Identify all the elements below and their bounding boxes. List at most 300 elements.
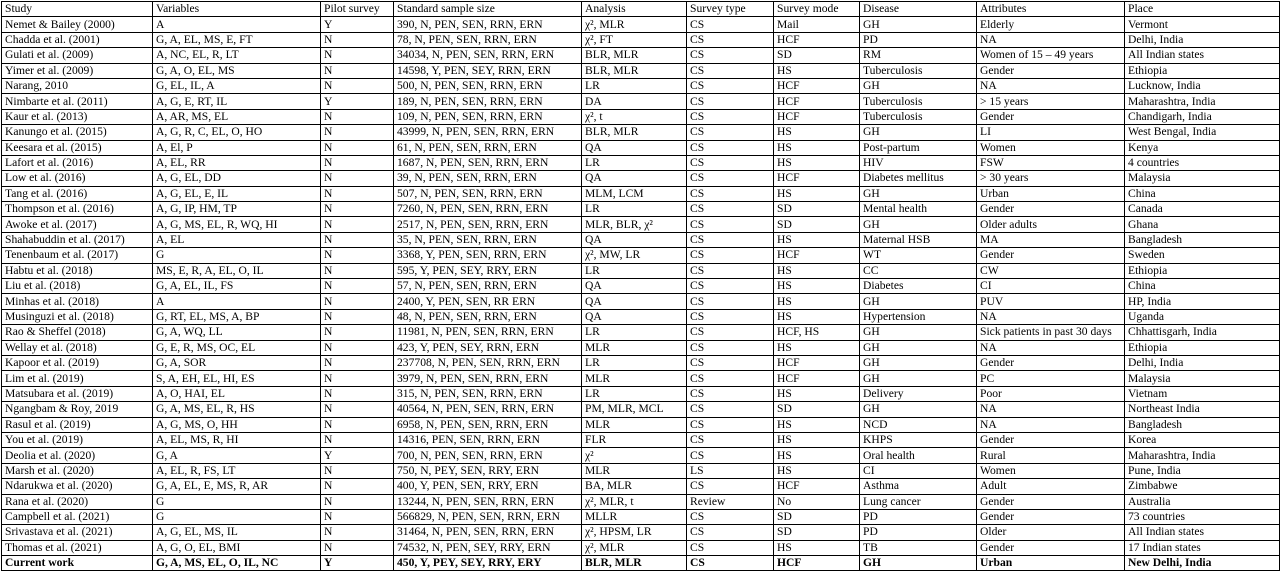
sample-size-cell: 2400, Y, PEN, SEN, RR ERN — [394, 294, 582, 309]
current-sample-size-cell: 450, Y, PEY, SEY, RRY, ERY — [394, 556, 582, 571]
study-cell: Musinguzi et al. (2018) — [2, 309, 153, 324]
variables-cell: A, AR, MS, EL — [153, 109, 321, 124]
variables-cell: G — [153, 248, 321, 263]
study-cell: Kaur et al. (2013) — [2, 109, 153, 124]
disease-cell: Hypertension — [860, 309, 977, 324]
survey-type-cell: CS — [687, 279, 774, 294]
study-cell: Keesara et al. (2015) — [2, 140, 153, 155]
survey-type-cell: LS — [687, 463, 774, 478]
pilot-survey-cell: N — [321, 140, 394, 155]
variables-cell: A, EL — [153, 232, 321, 247]
survey-type-cell: CS — [687, 125, 774, 140]
table-row — [2, 448, 1280, 463]
attributes-cell: Older adults — [977, 217, 1125, 232]
table-row — [2, 263, 1280, 278]
pilot-survey-cell: Y — [321, 94, 394, 109]
survey-type-cell: CS — [687, 294, 774, 309]
disease-cell: PD — [860, 32, 977, 47]
variables-cell: G, A, EL, IL, FS — [153, 279, 321, 294]
variables-cell: A, G, R, C, EL, O, HO — [153, 125, 321, 140]
attributes-cell: NA — [977, 340, 1125, 355]
pilot-survey-cell: N — [321, 386, 394, 401]
table-row — [2, 432, 1280, 447]
variables-cell: G, A, MS, EL, R, HS — [153, 402, 321, 417]
pilot-survey-cell: N — [321, 125, 394, 140]
attributes-cell: Urban — [977, 186, 1125, 201]
pilot-survey-cell: N — [321, 248, 394, 263]
study-cell: Liu et al. (2018) — [2, 279, 153, 294]
place-cell: Ethiopia — [1125, 63, 1280, 78]
disease-cell: GH — [860, 78, 977, 93]
disease-cell: PD — [860, 525, 977, 540]
current-attributes-cell: Urban — [977, 556, 1125, 571]
study-cell: Low et al. (2016) — [2, 171, 153, 186]
variables-cell: G, A, SOR — [153, 355, 321, 370]
variables-cell: G, A — [153, 448, 321, 463]
sample-size-cell: 595, Y, PEN, SEY, RRY, ERN — [394, 263, 582, 278]
disease-cell: Mental health — [860, 202, 977, 217]
disease-cell: Diabetes — [860, 279, 977, 294]
attributes-cell: Elderly — [977, 17, 1125, 32]
study-cell: Campbell et al. (2021) — [2, 509, 153, 524]
disease-cell: CI — [860, 463, 977, 478]
sample-size-cell: 400, Y, PEN, SEN, RRY, ERN — [394, 479, 582, 494]
pilot-survey-cell: N — [321, 340, 394, 355]
survey-type-cell: CS — [687, 186, 774, 201]
survey-mode-cell: HS — [774, 309, 860, 324]
disease-cell: GH — [860, 217, 977, 232]
survey-type-cell: CS — [687, 525, 774, 540]
pilot-survey-cell: N — [321, 494, 394, 509]
sample-size-cell: 14316, PEN, SEN, RRN, ERN — [394, 432, 582, 447]
sample-size-cell: 31464, N, PEN, SEN, RRN, ERN — [394, 525, 582, 540]
pilot-survey-cell: N — [321, 479, 394, 494]
survey-type-cell: CS — [687, 140, 774, 155]
header-variables: Variables — [153, 2, 321, 17]
table-row — [2, 309, 1280, 324]
disease-cell: KHPS — [860, 432, 977, 447]
variables-cell: A, EL, RR — [153, 155, 321, 170]
place-cell: Chhattisgarh, India — [1125, 325, 1280, 340]
study-cell: Wellay et al. (2018) — [2, 340, 153, 355]
sample-size-cell: 109, N, PEN, SEN, RRN, ERN — [394, 109, 582, 124]
variables-cell: A, G, MS, O, HH — [153, 417, 321, 432]
disease-cell: Oral health — [860, 448, 977, 463]
current-pilot-survey-cell: Y — [321, 556, 394, 571]
attributes-cell: LI — [977, 125, 1125, 140]
place-cell: Ghana — [1125, 217, 1280, 232]
sample-size-cell: 423, Y, PEN, SEY, RRN, ERN — [394, 340, 582, 355]
place-cell: Uganda — [1125, 309, 1280, 324]
attributes-cell: Gender — [977, 540, 1125, 555]
pilot-survey-cell: N — [321, 155, 394, 170]
header-study: Study — [2, 2, 153, 17]
table-row — [2, 479, 1280, 494]
analysis-cell: BLR, MLR — [582, 63, 687, 78]
place-cell: Vietnam — [1125, 386, 1280, 401]
analysis-cell: χ², MW, LR — [582, 248, 687, 263]
study-cell: Kapoor et al. (2019) — [2, 355, 153, 370]
header-standard-sample-size: Standard sample size — [394, 2, 582, 17]
analysis-cell: χ², MLR, t — [582, 494, 687, 509]
analysis-cell: LR — [582, 263, 687, 278]
attributes-cell: MA — [977, 232, 1125, 247]
disease-cell: Lung cancer — [860, 494, 977, 509]
attributes-cell: PUV — [977, 294, 1125, 309]
disease-cell: GH — [860, 125, 977, 140]
variables-cell: MS, E, R, A, EL, O, IL — [153, 263, 321, 278]
analysis-cell: MLR, BLR, χ² — [582, 217, 687, 232]
survey-mode-cell: HCF — [774, 109, 860, 124]
sample-size-cell: 11981, N, PEN, SEN, RRN, ERN — [394, 325, 582, 340]
place-cell: Bangladesh — [1125, 417, 1280, 432]
survey-mode-cell: SD — [774, 217, 860, 232]
sample-size-cell: 566829, N, PEN, SEN, RRN, ERN — [394, 509, 582, 524]
table-body — [2, 17, 1280, 556]
disease-cell: GH — [860, 402, 977, 417]
attributes-cell: FSW — [977, 155, 1125, 170]
survey-type-cell: CS — [687, 509, 774, 524]
disease-cell: HIV — [860, 155, 977, 170]
table-row — [2, 17, 1280, 32]
survey-type-cell: CS — [687, 202, 774, 217]
study-cell: Thomas et al. (2021) — [2, 540, 153, 555]
current-study-cell: Current work — [2, 556, 153, 571]
survey-type-cell: CS — [687, 540, 774, 555]
disease-cell: GH — [860, 186, 977, 201]
attributes-cell: Gender — [977, 202, 1125, 217]
attributes-cell: Gender — [977, 63, 1125, 78]
place-cell: Vermont — [1125, 17, 1280, 32]
variables-cell: A, G, EL, MS, IL — [153, 525, 321, 540]
survey-mode-cell: HS — [774, 232, 860, 247]
analysis-cell: QA — [582, 309, 687, 324]
survey-mode-cell: HS — [774, 155, 860, 170]
analysis-cell: MLLR — [582, 509, 687, 524]
pilot-survey-cell: N — [321, 509, 394, 524]
current-work-row — [2, 556, 1280, 571]
place-cell: Kenya — [1125, 140, 1280, 155]
table-row — [2, 63, 1280, 78]
variables-cell: S, A, EH, EL, HI, ES — [153, 371, 321, 386]
survey-mode-cell: HCF — [774, 32, 860, 47]
header-disease: Disease — [860, 2, 977, 17]
pilot-survey-cell: N — [321, 279, 394, 294]
analysis-cell: χ² — [582, 448, 687, 463]
analysis-cell: QA — [582, 232, 687, 247]
attributes-cell: Sick patients in past 30 days — [977, 325, 1125, 340]
literature-comparison-table — [1, 1, 1280, 571]
study-cell: Marsh et al. (2020) — [2, 463, 153, 478]
pilot-survey-cell: Y — [321, 17, 394, 32]
pilot-survey-cell: N — [321, 78, 394, 93]
survey-type-cell: CS — [687, 17, 774, 32]
sample-size-cell: 3368, Y, PEN, SEN, RRN, ERN — [394, 248, 582, 263]
pilot-survey-cell: N — [321, 232, 394, 247]
analysis-cell: LR — [582, 155, 687, 170]
variables-cell: G, RT, EL, MS, A, BP — [153, 309, 321, 324]
survey-type-cell: CS — [687, 386, 774, 401]
study-cell: Habtu et al. (2018) — [2, 263, 153, 278]
study-cell: Gulati et al. (2009) — [2, 48, 153, 63]
current-variables-cell: G, A, MS, EL, O, IL, NC — [153, 556, 321, 571]
disease-cell: Maternal HSB — [860, 232, 977, 247]
survey-mode-cell: HCF — [774, 171, 860, 186]
attributes-cell: NA — [977, 78, 1125, 93]
variables-cell: A, EL, R, FS, LT — [153, 463, 321, 478]
survey-mode-cell: Mail — [774, 17, 860, 32]
header-place: Place — [1125, 2, 1280, 17]
disease-cell: PD — [860, 509, 977, 524]
disease-cell: Diabetes mellitus — [860, 171, 977, 186]
place-cell: 17 Indian states — [1125, 540, 1280, 555]
place-cell: Delhi, India — [1125, 355, 1280, 370]
variables-cell: A, EL, MS, R, HI — [153, 432, 321, 447]
survey-type-cell: CS — [687, 325, 774, 340]
survey-mode-cell: HS — [774, 340, 860, 355]
survey-mode-cell: HCF — [774, 355, 860, 370]
survey-mode-cell: SD — [774, 525, 860, 540]
table-row — [2, 48, 1280, 63]
place-cell: Canada — [1125, 202, 1280, 217]
attributes-cell: CI — [977, 279, 1125, 294]
survey-mode-cell: HS — [774, 186, 860, 201]
analysis-cell: QA — [582, 140, 687, 155]
header-survey-mode: Survey mode — [774, 2, 860, 17]
attributes-cell: NA — [977, 309, 1125, 324]
study-cell: Narang, 2010 — [2, 78, 153, 93]
sample-size-cell: 13244, N, PEN, SEN, RRN, ERN — [394, 494, 582, 509]
disease-cell: RM — [860, 48, 977, 63]
place-cell: HP, India — [1125, 294, 1280, 309]
pilot-survey-cell: N — [321, 371, 394, 386]
variables-cell: G, A, O, EL, MS — [153, 63, 321, 78]
survey-mode-cell: HS — [774, 463, 860, 478]
current-survey-type-cell: CS — [687, 556, 774, 571]
pilot-survey-cell: N — [321, 540, 394, 555]
analysis-cell: BLR, MLR — [582, 125, 687, 140]
place-cell: China — [1125, 279, 1280, 294]
disease-cell: Tuberculosis — [860, 94, 977, 109]
survey-type-cell: CS — [687, 432, 774, 447]
attributes-cell: Gender — [977, 109, 1125, 124]
pilot-survey-cell: N — [321, 325, 394, 340]
header-row — [2, 2, 1280, 17]
sample-size-cell: 40564, N, PEN, SEN, RRN, ERN — [394, 402, 582, 417]
study-cell: You et al. (2019) — [2, 432, 153, 447]
pilot-survey-cell: N — [321, 463, 394, 478]
survey-type-cell: CS — [687, 217, 774, 232]
attributes-cell: PC — [977, 371, 1125, 386]
survey-type-cell: CS — [687, 402, 774, 417]
attributes-cell: Gender — [977, 248, 1125, 263]
pilot-survey-cell: N — [321, 294, 394, 309]
analysis-cell: LR — [582, 202, 687, 217]
survey-type-cell: CS — [687, 371, 774, 386]
pilot-survey-cell: N — [321, 217, 394, 232]
table-row — [2, 202, 1280, 217]
table-row — [2, 417, 1280, 432]
table-row — [2, 279, 1280, 294]
attributes-cell: Gender — [977, 355, 1125, 370]
place-cell: Bangladesh — [1125, 232, 1280, 247]
study-cell: Lafort et al. (2016) — [2, 155, 153, 170]
analysis-cell: χ², FT — [582, 32, 687, 47]
attributes-cell: NA — [977, 32, 1125, 47]
variables-cell: A, G, E, RT, IL — [153, 94, 321, 109]
study-cell: Kanungo et al. (2015) — [2, 125, 153, 140]
sample-size-cell: 61, N, PEN, SEN, RRN, ERN — [394, 140, 582, 155]
survey-mode-cell: HCF — [774, 78, 860, 93]
survey-type-cell: CS — [687, 248, 774, 263]
survey-mode-cell: SD — [774, 509, 860, 524]
survey-type-cell: CS — [687, 232, 774, 247]
variables-cell: G, A, EL, E, MS, R, AR — [153, 479, 321, 494]
header-attributes: Attributes — [977, 2, 1125, 17]
analysis-cell: BLR, MLR — [582, 48, 687, 63]
table-row — [2, 402, 1280, 417]
variables-cell: G, A, WQ, LL — [153, 325, 321, 340]
analysis-cell: MLR — [582, 371, 687, 386]
survey-type-cell: CS — [687, 94, 774, 109]
study-cell: Rasul et al. (2019) — [2, 417, 153, 432]
variables-cell: A, O, HAI, EL — [153, 386, 321, 401]
current-disease-cell: GH — [860, 556, 977, 571]
table-row — [2, 78, 1280, 93]
table-row — [2, 340, 1280, 355]
pilot-survey-cell: N — [321, 186, 394, 201]
sample-size-cell: 237708, N, PEN, SEN, RRN, ERN — [394, 355, 582, 370]
disease-cell: Post-partum — [860, 140, 977, 155]
table-row — [2, 94, 1280, 109]
sample-size-cell: 6958, N, PEN, SEN, RRN, ERN — [394, 417, 582, 432]
sample-size-cell: 48, N, PEN, SEN, RRN, ERN — [394, 309, 582, 324]
survey-mode-cell: HS — [774, 540, 860, 555]
sample-size-cell: 750, N, PEY, SEN, RRY, ERN — [394, 463, 582, 478]
sample-size-cell: 500, N, PEN, SEN, RRN, ERN — [394, 78, 582, 93]
pilot-survey-cell: N — [321, 263, 394, 278]
place-cell: 73 countries — [1125, 509, 1280, 524]
study-cell: Srivastava et al. (2021) — [2, 525, 153, 540]
attributes-cell: Women — [977, 463, 1125, 478]
study-cell: Deolia et al. (2020) — [2, 448, 153, 463]
pilot-survey-cell: N — [321, 432, 394, 447]
table-row — [2, 494, 1280, 509]
table-row — [2, 32, 1280, 47]
survey-mode-cell: HS — [774, 263, 860, 278]
sample-size-cell: 57, N, PEN, SEN, RRN, ERN — [394, 279, 582, 294]
study-cell: Minhas et al. (2018) — [2, 294, 153, 309]
sample-size-cell: 507, N, PEN, SEN, RRN, ERN — [394, 186, 582, 201]
analysis-cell: LR — [582, 78, 687, 93]
attributes-cell: Women of 15 – 49 years — [977, 48, 1125, 63]
disease-cell: Delivery — [860, 386, 977, 401]
survey-type-cell: Review — [687, 494, 774, 509]
place-cell: Australia — [1125, 494, 1280, 509]
current-analysis-cell: BLR, MLR — [582, 556, 687, 571]
table-row — [2, 525, 1280, 540]
study-cell: Yimer et al. (2009) — [2, 63, 153, 78]
analysis-cell: LR — [582, 386, 687, 401]
table-row — [2, 171, 1280, 186]
table-row — [2, 386, 1280, 401]
place-cell: Zimbabwe — [1125, 479, 1280, 494]
analysis-cell: QA — [582, 279, 687, 294]
place-cell: Sweden — [1125, 248, 1280, 263]
survey-mode-cell: HS — [774, 448, 860, 463]
variables-cell: G, EL, IL, A — [153, 78, 321, 93]
survey-type-cell: CS — [687, 309, 774, 324]
survey-mode-cell: HS — [774, 279, 860, 294]
survey-type-cell: CS — [687, 78, 774, 93]
variables-cell: A, G, MS, EL, R, WQ, HI — [153, 217, 321, 232]
analysis-cell: LR — [582, 355, 687, 370]
analysis-cell: MLR — [582, 340, 687, 355]
sample-size-cell: 74532, N, PEN, SEY, RRY, ERN — [394, 540, 582, 555]
survey-type-cell: CS — [687, 263, 774, 278]
sample-size-cell: 35, N, PEN, SEN, RRN, ERN — [394, 232, 582, 247]
table-row — [2, 140, 1280, 155]
sample-size-cell: 7260, N, PEN, SEN, RRN, ERN — [394, 202, 582, 217]
analysis-cell: BA, MLR — [582, 479, 687, 494]
variables-cell: G — [153, 494, 321, 509]
attributes-cell: > 15 years — [977, 94, 1125, 109]
attributes-cell: > 30 years — [977, 171, 1125, 186]
current-place-cell: New Delhi, India — [1125, 556, 1280, 571]
current-survey-mode-cell: HCF — [774, 556, 860, 571]
attributes-cell: Gender — [977, 432, 1125, 447]
study-cell: Nemet & Bailey (2000) — [2, 17, 153, 32]
place-cell: Pune, India — [1125, 463, 1280, 478]
survey-mode-cell: HCF — [774, 479, 860, 494]
pilot-survey-cell: N — [321, 309, 394, 324]
variables-cell: A — [153, 17, 321, 32]
attributes-cell: Women — [977, 140, 1125, 155]
disease-cell: TB — [860, 540, 977, 555]
table-row — [2, 294, 1280, 309]
pilot-survey-cell: N — [321, 171, 394, 186]
disease-cell: CC — [860, 263, 977, 278]
analysis-cell: FLR — [582, 432, 687, 447]
variables-cell: G — [153, 509, 321, 524]
survey-mode-cell: HS — [774, 63, 860, 78]
place-cell: 4 countries — [1125, 155, 1280, 170]
attributes-cell: CW — [977, 263, 1125, 278]
disease-cell: GH — [860, 340, 977, 355]
table-row — [2, 155, 1280, 170]
place-cell: Maharashtra, India — [1125, 94, 1280, 109]
pilot-survey-cell: N — [321, 48, 394, 63]
pilot-survey-cell: Y — [321, 448, 394, 463]
disease-cell: GH — [860, 294, 977, 309]
table-row — [2, 125, 1280, 140]
variables-cell: A, G, EL, E, IL — [153, 186, 321, 201]
table-row — [2, 186, 1280, 201]
attributes-cell: NA — [977, 402, 1125, 417]
survey-type-cell: CS — [687, 340, 774, 355]
sample-size-cell: 78, N, PEN, SEN, RRN, ERN — [394, 32, 582, 47]
study-cell: Nimbarte et al. (2011) — [2, 94, 153, 109]
variables-cell: A, NC, EL, R, LT — [153, 48, 321, 63]
study-cell: Ngangbam & Roy, 2019 — [2, 402, 153, 417]
analysis-cell: PM, MLR, MCL — [582, 402, 687, 417]
survey-mode-cell: HCF — [774, 94, 860, 109]
sample-size-cell: 1687, N, PEN, SEN, RRN, ERN — [394, 155, 582, 170]
table-row — [2, 248, 1280, 263]
table-row — [2, 509, 1280, 524]
study-cell: Rana et al. (2020) — [2, 494, 153, 509]
pilot-survey-cell: N — [321, 355, 394, 370]
